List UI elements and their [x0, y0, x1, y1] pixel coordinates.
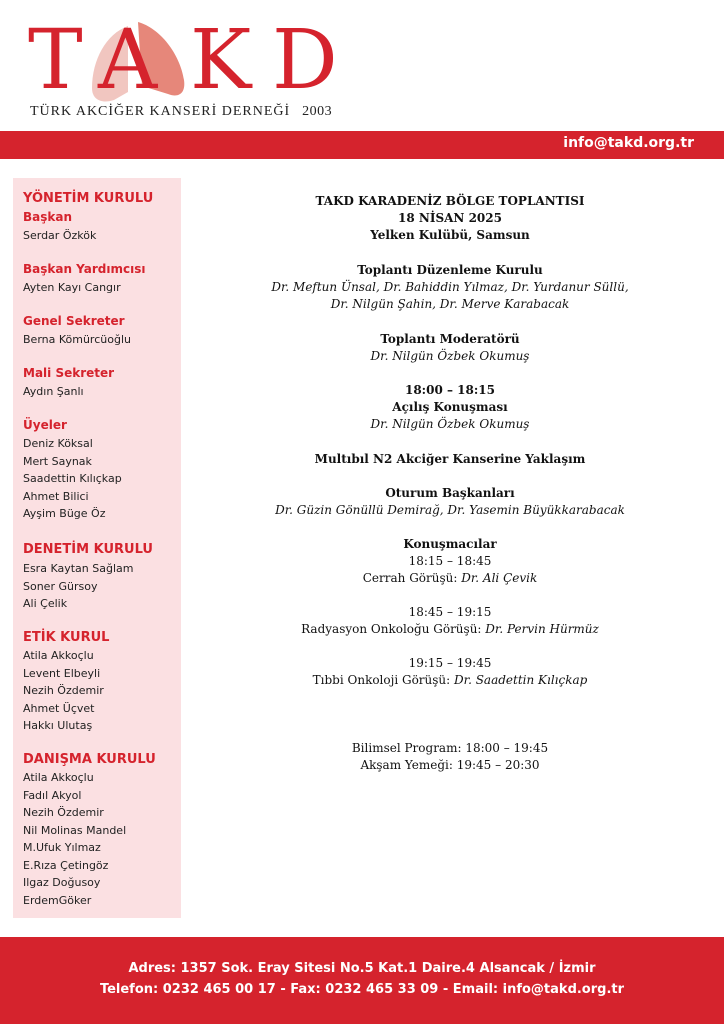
talk-topic: Cerrah Görüşü:	[362, 571, 458, 585]
list-item: Nil Molinas Mandel	[23, 823, 127, 837]
list-item: Nezih Özdemir	[23, 684, 104, 697]
moderator-heading: Toplantı Moderatörü	[380, 332, 520, 346]
talk-topic: Tıbbi Onkoloji Görüşü:	[312, 673, 451, 687]
speakers-heading: Konuşmacılar	[403, 537, 497, 551]
denetim-list	[23, 560, 133, 613]
footer-address: Adres: 1357 Sok. Eray Sitesi No.5 Kat.1 Daire.4 Alsancak / İzmir	[128, 961, 596, 976]
uyeler-list	[23, 435, 122, 523]
committee-names-line1: Dr. Meftun Ünsal, Dr. Bahiddin Yılmaz, Dr. Yurdanur Süllü,	[271, 280, 629, 294]
chairs-names: Dr. Güzin Gönüllü Demirağ, Dr. Yasemin Büyükkarabacak	[275, 503, 625, 517]
list-item: Atila Akkoçlu	[23, 771, 94, 784]
etik-kurul-heading: ETİK KURUL	[23, 630, 110, 645]
logo-wordmark	[28, 13, 358, 108]
talk-time: 18:15 – 18:45	[408, 554, 492, 568]
talk-line	[200, 570, 700, 586]
list-item: Deniz Köksal	[23, 437, 93, 450]
yonetim-kurulu-heading: YÖNETİM KURULU	[23, 191, 154, 206]
denetim-kurulu-heading: DENETİM KURULU	[23, 542, 153, 557]
list-item: Fadıl Akyol	[23, 788, 82, 802]
logo-letter-k: K	[190, 13, 252, 108]
list-item: Ali Çelik	[23, 597, 68, 610]
opening-heading: Açılış Konuşması	[392, 400, 508, 414]
header-email-link[interactable]: info@takd.org.tr	[563, 135, 694, 151]
talk-speaker: Dr. Ali Çevik	[461, 571, 538, 585]
moderator-name: Dr. Nilgün Özbek Okumuş	[370, 349, 530, 363]
mali-sekreter-name: Aydın Şanlı	[23, 385, 84, 398]
list-item: Nezih Özdemir	[23, 806, 104, 819]
logo-letter-d: D	[272, 13, 338, 108]
list-item: Saadettin Kılıçkap	[23, 472, 122, 485]
session-title: Multıbıl N2 Akciğer Kanserine Yaklaşım	[314, 452, 586, 466]
board-sidebar	[13, 178, 181, 918]
talk-line	[200, 672, 700, 688]
genel-sekreter-name: Berna Kömürcüoğlu	[23, 333, 131, 346]
list-item: Mert Saynak	[23, 454, 92, 468]
etik-list	[23, 647, 104, 735]
footer-bar	[0, 937, 724, 1024]
footer-contact: Telefon: 0232 465 00 17 - Fax: 0232 465 33 09 - Email: info@takd.org.tr	[99, 982, 625, 997]
meeting-date: 18 NİSAN 2025	[398, 211, 502, 225]
opening-speaker: Dr. Nilgün Özbek Okumuş	[370, 417, 530, 431]
committee-heading: Toplantı Düzenleme Kurulu	[357, 263, 543, 277]
talk-time: 18:45 – 19:15	[408, 605, 492, 619]
list-item: Soner Gürsoy	[23, 579, 98, 593]
uyeler-label: Üyeler	[23, 418, 67, 432]
scientific-program-time: Bilimsel Program: 18:00 – 19:45	[351, 741, 549, 755]
meeting-venue: Yelken Kulübü, Samsun	[370, 228, 530, 242]
founding-year: 2003	[302, 104, 333, 119]
list-item: Ahmet Bilici	[23, 489, 89, 503]
list-item: Ilgaz Doğusoy	[23, 876, 101, 889]
baskan-label: Başkan	[23, 210, 73, 224]
header-bar	[0, 131, 724, 159]
talk-line	[200, 621, 700, 637]
list-item: M.Ufuk Yılmaz	[23, 841, 101, 854]
danisma-list	[23, 769, 126, 909]
list-item: ErdemGöker	[23, 893, 92, 907]
list-item: Levent Elbeyli	[23, 666, 101, 680]
talk-speaker: Dr. Pervin Hürmüz	[485, 622, 599, 636]
association-name: TÜRK AKCİĞER KANSERİ DERNEĞİ	[30, 104, 291, 119]
meeting-title: TAKD KARADENİZ BÖLGE TOPLANTISI	[315, 194, 585, 208]
list-item: Atila Akkoçlu	[23, 649, 94, 662]
baskan-yardimcisi-label: Başkan Yardımcısı	[23, 262, 146, 276]
talk-time: 19:15 – 19:45	[408, 656, 492, 670]
baskan-name: Serdar Özkök	[23, 229, 97, 242]
dinner-time: Akşam Yemeği: 19:45 – 20:30	[360, 758, 540, 772]
danisma-kurulu-heading: DANIŞMA KURULU	[23, 752, 156, 767]
list-item: Ahmet Üçvet	[23, 701, 95, 715]
baskan-yardimcisi-name: Ayten Kayı Cangır	[23, 281, 121, 294]
committee-names-line2: Dr. Nilgün Şahin, Dr. Merve Karabacak	[330, 297, 570, 311]
talk-topic: Radyasyon Onkoloğu Görüşü:	[301, 622, 482, 636]
logo-letter-t: T	[28, 13, 83, 108]
talk-speaker: Dr. Saadettin Kılıçkap	[454, 673, 588, 687]
list-item: E.Rıza Çetingöz	[23, 858, 109, 872]
opening-time: 18:00 – 18:15	[404, 383, 495, 397]
logo-letter-a: A	[98, 13, 158, 108]
mali-sekreter-label: Mali Sekreter	[23, 366, 115, 380]
list-item: Hakkı Ulutaş	[23, 719, 93, 732]
genel-sekreter-label: Genel Sekreter	[23, 314, 125, 328]
takd-logo	[28, 14, 368, 122]
list-item: Ayşim Büge Öz	[23, 507, 106, 520]
list-item: Esra Kaytan Sağlam	[23, 562, 134, 575]
chairs-heading: Oturum Başkanları	[385, 486, 515, 500]
logo-subtitle	[30, 104, 332, 120]
